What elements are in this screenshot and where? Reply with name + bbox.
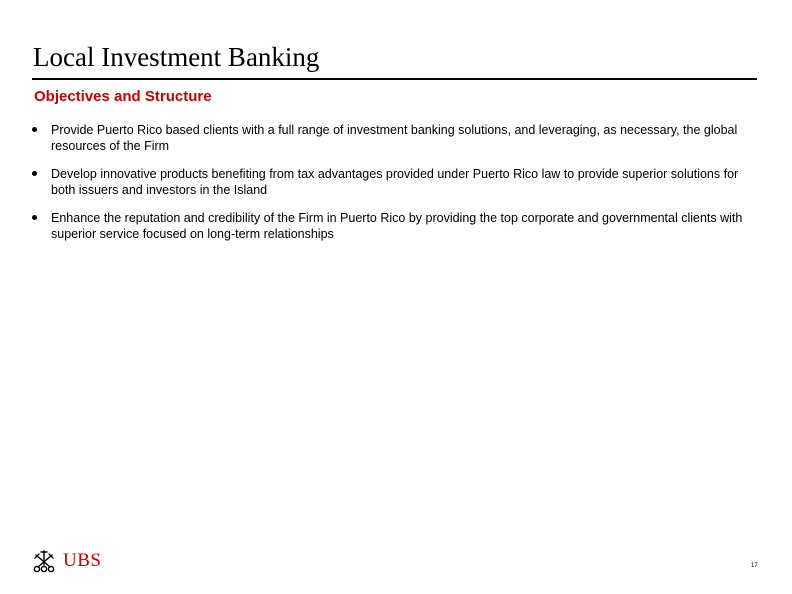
bullet-dot-icon: [32, 171, 37, 176]
page-title: Local Investment Banking: [33, 42, 320, 72]
title-divider: [32, 78, 757, 80]
bullet-item: [32, 122, 762, 154]
three-keys-icon: [30, 547, 58, 575]
bullet-list: [32, 122, 762, 254]
bullet-item: [32, 166, 762, 198]
bullet-item: [32, 210, 762, 242]
bullet-dot-icon: [32, 215, 37, 220]
page-number: 17: [751, 563, 758, 569]
logo-text: UBS: [63, 550, 102, 571]
bullet-text: Develop innovative products benefiting from tax advantages provided under Puerto Rico law to provide superior solutions for both issuers and investors in the Island: [51, 167, 739, 197]
section-subtitle: Objectives and Structure: [34, 88, 212, 105]
ubs-logo: [30, 547, 101, 575]
bullet-text: Provide Puerto Rico based clients with a full range of investment banking solutions, and leveraging, as necessary, the global resources of the Firm: [51, 123, 738, 153]
bullet-text: Enhance the reputation and credibility of the Firm in Puerto Rico by providing the top corporate and governmental clients with superior service focused on long-term relationships: [51, 211, 743, 241]
bullet-dot-icon: [32, 127, 37, 132]
